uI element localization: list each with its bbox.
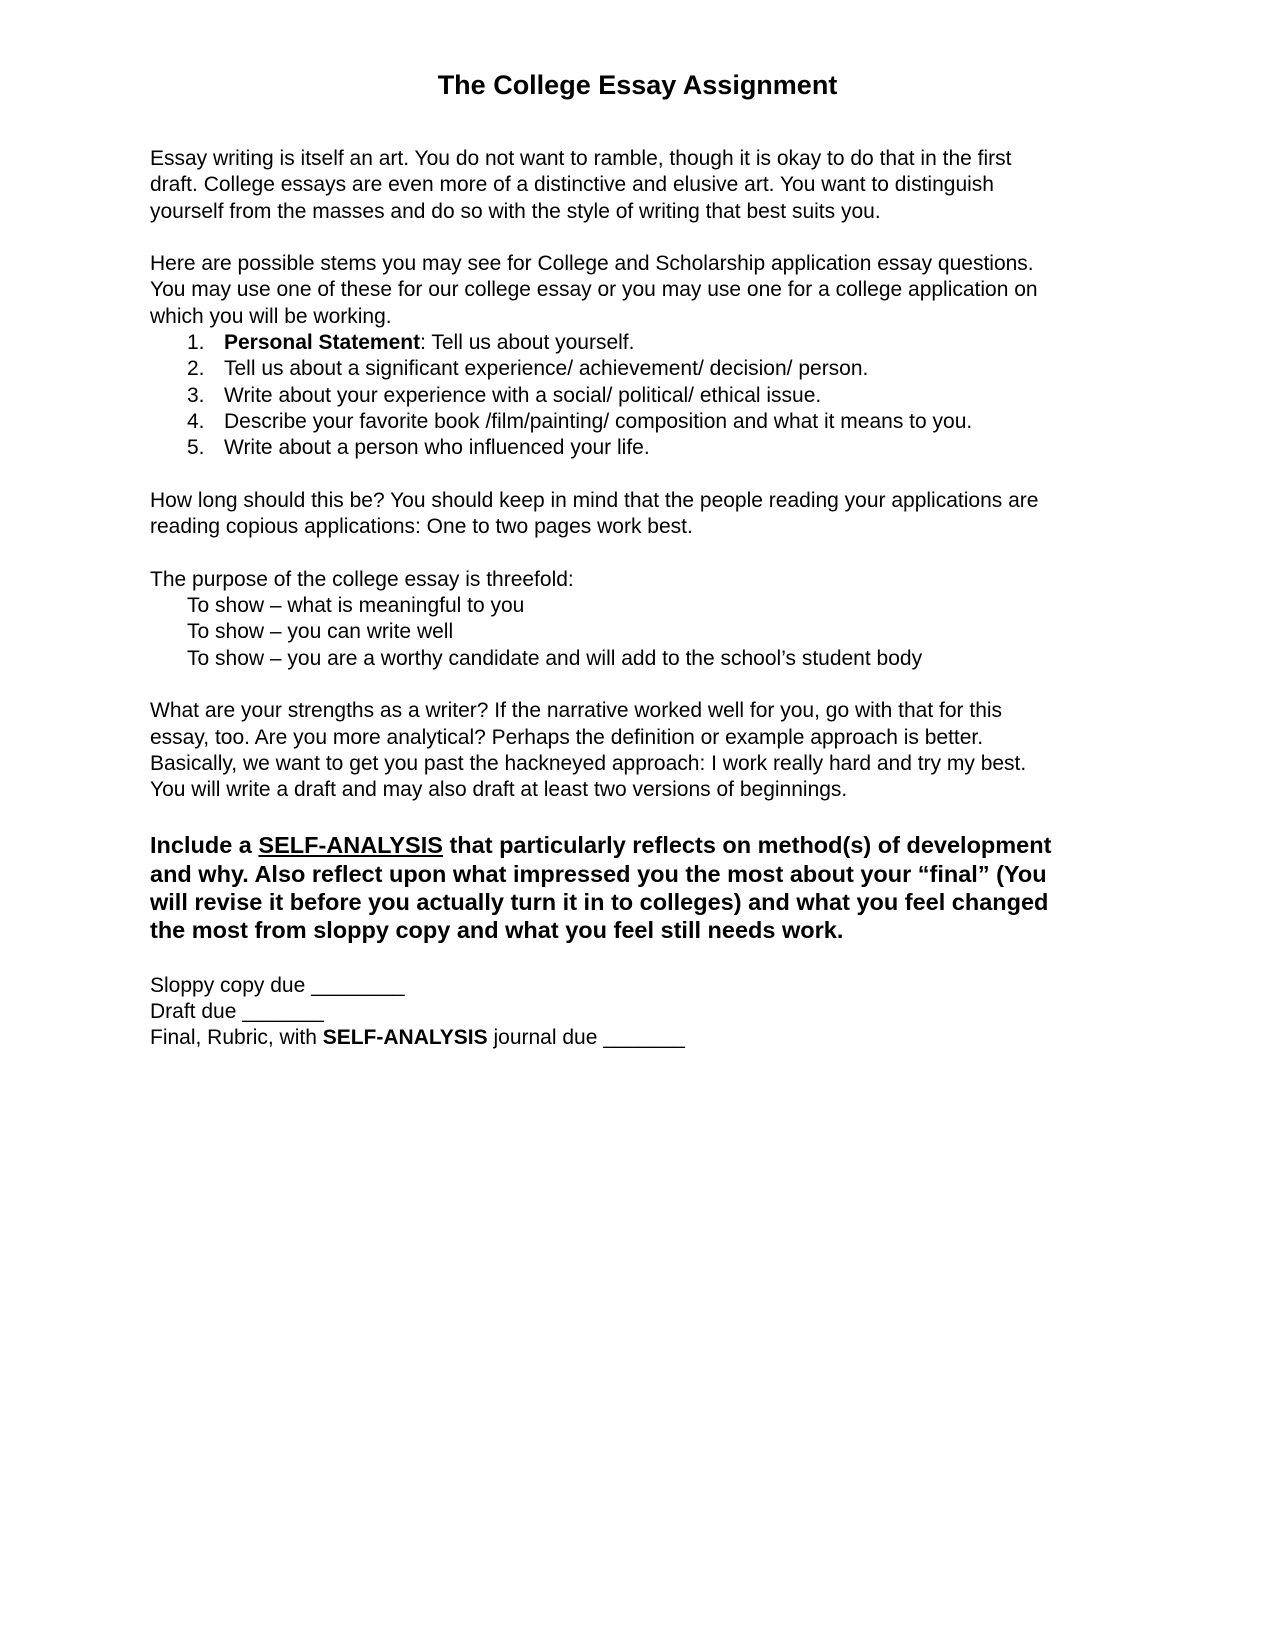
purpose-paragraph bbox=[150, 567, 1150, 672]
list-item-text: Write about a person who influenced your life. bbox=[224, 436, 650, 460]
due-dates bbox=[150, 973, 1150, 1052]
draft-due: Draft due _______ bbox=[150, 999, 324, 1023]
final-due-prefix: Final, Rubric, with bbox=[150, 1026, 323, 1050]
self-analysis-instructions bbox=[150, 831, 1150, 944]
list-number: 1. bbox=[187, 331, 205, 355]
list-item-text: Write about your experience with a social/ political/ ethical issue. bbox=[224, 383, 822, 407]
intro-line: yourself from the masses and do so with the style of writing that best suits you. bbox=[150, 199, 881, 223]
strengths-line: You will write a draft and may also draft at least two versions of beginnings. bbox=[150, 778, 848, 802]
purpose-item: To show – you are a worthy candidate and will add to the school’s student body bbox=[187, 646, 923, 670]
list-number: 2. bbox=[187, 357, 205, 381]
sloppy-copy-due: Sloppy copy due ________ bbox=[150, 973, 405, 997]
self-analysis-rest: that particularly reflects on method(s) of development bbox=[442, 832, 1052, 859]
document-body bbox=[150, 146, 1150, 1052]
intro-paragraph bbox=[150, 146, 1150, 225]
length-paragraph bbox=[150, 488, 1150, 541]
strengths-line: essay, too. Are you more analytical? Perhaps the definition or example approach is better. bbox=[150, 725, 984, 749]
self-analysis-underlined: SELF-ANALYSIS bbox=[258, 832, 443, 859]
list-item-text: Tell us about a significant experience/ achievement/ decision/ person. bbox=[224, 357, 869, 381]
strengths-line: Basically, we want to get you past the hackneyed approach: I work really hard and try my best. bbox=[150, 751, 1027, 775]
stems-intro-paragraph bbox=[150, 251, 1150, 330]
self-analysis-line: the most from sloppy copy and what you feel still needs work. bbox=[150, 917, 844, 944]
self-analysis-line: will revise it before you actually turn it in to colleges) and what you feel changed bbox=[150, 889, 1049, 916]
list-number: 4. bbox=[187, 409, 205, 433]
stems-intro-line: which you will be working. bbox=[150, 304, 392, 328]
final-due bbox=[150, 1025, 1150, 1051]
length-line: reading copious applications: One to two pages work best. bbox=[150, 515, 693, 539]
self-analysis-prefix: Include a bbox=[150, 832, 259, 859]
final-due-bold: SELF-ANALYSIS bbox=[322, 1026, 488, 1050]
purpose-item: To show – what is meaningful to you bbox=[187, 594, 525, 618]
list-number: 3. bbox=[187, 383, 205, 407]
page-title: The College Essay Assignment bbox=[437, 70, 838, 100]
list-item-text: Describe your favorite book /film/painting/ composition and what it means to you. bbox=[224, 409, 973, 433]
length-line: How long should this be? You should keep in mind that the people reading your applications are bbox=[150, 488, 1039, 512]
list-item bbox=[150, 409, 1150, 435]
list-item bbox=[150, 356, 1150, 382]
strengths-line: What are your strengths as a writer? If the narrative worked well for you, go with that for this bbox=[150, 699, 1003, 723]
strengths-paragraph bbox=[150, 698, 1150, 803]
intro-line: Essay writing is itself an art. You do not want to ramble, though it is okay to do that in the first bbox=[150, 147, 1012, 170]
purpose-intro: The purpose of the college essay is threefold: bbox=[150, 567, 574, 591]
self-analysis-line: and why. Also reflect upon what impressed you the most about your “final” (You bbox=[150, 860, 1047, 887]
intro-line: draft. College essays are even more of a distinctive and elusive art. You want to distinguish bbox=[150, 173, 994, 197]
list-number: 5. bbox=[187, 436, 205, 460]
list-item-text: : Tell us about yourself. bbox=[420, 331, 635, 355]
stems-intro-line: Here are possible stems you may see for College and Scholarship application essay questions. bbox=[150, 252, 1034, 276]
final-due-suffix: journal due _______ bbox=[487, 1026, 685, 1050]
list-item bbox=[150, 330, 1150, 356]
purpose-item: To show – you can write well bbox=[187, 620, 454, 644]
list-item-bold: Personal Statement bbox=[224, 331, 421, 355]
stems-intro-line: You may use one of these for our college essay or you may use one for a college application on bbox=[150, 278, 1038, 302]
list-item bbox=[150, 383, 1150, 409]
self-analysis-line bbox=[150, 831, 1150, 859]
essay-stems-list bbox=[150, 330, 1150, 461]
list-item bbox=[150, 435, 1150, 461]
